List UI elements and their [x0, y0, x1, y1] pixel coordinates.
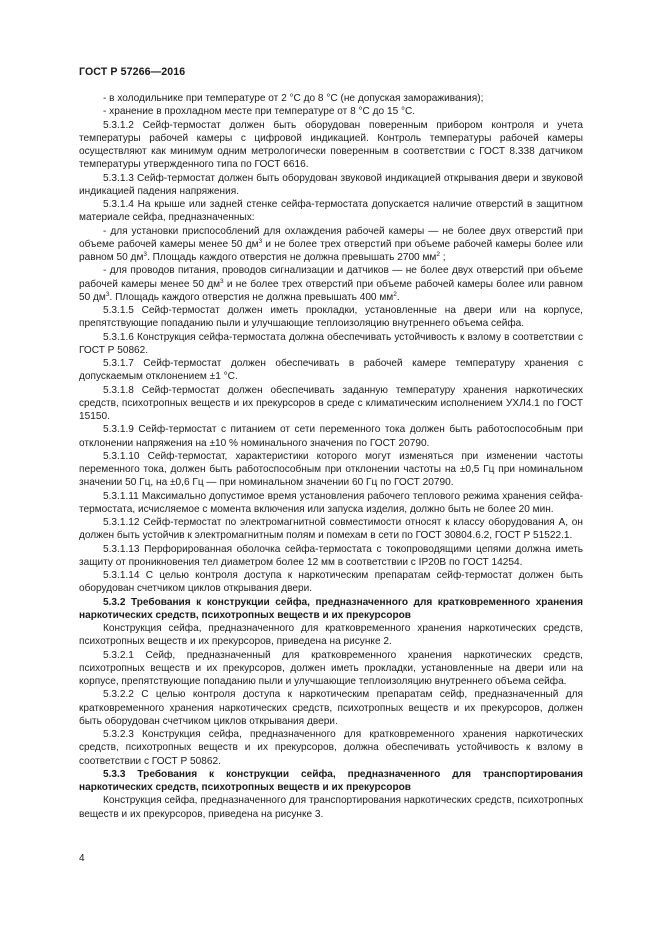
superscript: 3 — [143, 251, 148, 258]
paragraph: 5.3.1.11 Максимально допустимое время установления рабочего теплового режима хранения сейфа-термостата, исчисляемое с момента включения или запуска изделия, должно быть не более 20 мин. — [79, 490, 583, 515]
paragraph: Конструкция сейфа, предназначенного для кратковременного хранения наркотических средств, психотропных веществ и их прекурсоров, приведена на рисунке 2. — [79, 623, 583, 648]
superscript: 2 — [436, 251, 440, 258]
paragraph: 5.3.2.2 С целью контроля доступа к наркотическим препаратам сейф, предназначенный для кратковременного хранения наркотических средств, психотропных веществ и их прекурсоров, должен быть оборудован счетчиком циклов открывания двери. — [79, 689, 583, 727]
paragraph: 5.3.1.4 На крыше или задней стенке сейфа-термостата допускается наличие отверстий в защитном материале сейфа, предназначенных: — [79, 199, 583, 224]
text-run: и не более трех отверстий при объеме рабочей камеры более или равном 50 дм — [79, 278, 583, 303]
paragraph — [79, 225, 583, 265]
paragraph: 5.3.1.6 Конструкция сейфа-термостата должна обеспечивать устойчивость к взлому в соответствии с ГОСТ Р 50862. — [79, 331, 583, 356]
page-number: 4 — [79, 853, 85, 864]
superscript: 3 — [220, 277, 224, 285]
paragraph: 5.3.1.12 Сейф-термостат по электромагнитной совместимости относят к классу оборудования А, он должен быть устойчив к электромагнитным полям и помехам в сети по ГОСТ 30804.6.2, ГОСТ Р 51522.1. — [79, 517, 583, 542]
text-run: и не более трех отверстий при объеме рабочей камеры более или равном 50 дм — [79, 238, 583, 263]
paragraph: 5.3.1.10 Сейф-термостат, характеристики которого могут изменяться при изменении частоты переменного тока, должен быть работоспособным при отклонении частоты на ±0,5 Гц при номинальном значении 50 Гц, на ±0,6 Гц — при номинальном значении 60 Гц по ГОСТ 20790. — [79, 450, 583, 489]
superscript: 3 — [105, 290, 110, 298]
paragraph: 5.3.1.3 Сейф-термостат должен быть оборудован звуковой индикацией открывания двери и звуковой индикацией падения напряжения. — [79, 172, 583, 197]
paragraph: 5.3.2.1 Сейф, предназначенный для кратковременного хранения наркотических средств, психотропных веществ и их прекурсоров, должен иметь прокладки, установленные на двери или на корпусе, препятствующие попаданию пыли и улучшающие теплоизоляцию внутреннего объема сейфа. — [79, 649, 583, 687]
superscript: 3 — [258, 237, 263, 245]
superscript: 2 — [393, 290, 397, 298]
paragraph: - в холодильнике при температуре от 2 °С до 8 °С (не допуская замораживания); — [103, 93, 484, 104]
paragraph: 5.3.1.13 Перфорированная оболочка сейфа-термостата с токопроводящими цепями должна иметь защиту от проникновения тел диаметром более 12 мм в соответствии с IP20В по ГОСТ 14254. — [79, 543, 583, 568]
paragraph: 5.3.1.14 С целью контроля доступа к наркотическим препаратам сейф-термостат должен быть оборудован счетчиком циклов открывания двери. — [79, 570, 583, 595]
text-run: . Площадь каждого отверстия не должна превышать 2700 мм — [147, 252, 437, 263]
text-run: - для проводов питания, проводов сигнализации и датчиков — не более двух отверстий при объеме рабочей камеры менее 50 дм — [79, 265, 583, 290]
paragraph: - хранение в прохладном месте при температуре от 8 °С до 15 °С. — [103, 106, 416, 118]
page-body — [79, 92, 583, 821]
text-run: - для установки приспособлений для охлаждения рабочей камеры — не более двух отверстий при объеме рабочей камеры менее 50 дм — [79, 225, 583, 250]
page-header: ГОСТ Р 57266—2016 — [79, 66, 186, 78]
paragraph: 5.3.1.2 Сейф-термостат должен быть оборудован поверенным прибором контроля и учета температуры рабочей камеры с цифровой индикацией. Контроль температуры рабочей камеры осуществляют как минимум одним метрологически поверенным в соответствии с ГОСТ 8.338 датчиком температуры утвержденного типа по ГОСТ 6616. — [79, 119, 583, 171]
paragraph: 5.3.2.3 Конструкция сейфа, предназначенного для кратковременного хранения наркотических средств, психотропных веществ и их прекурсоров, должна обеспечивать устойчивость к взлому в соответствии с ГОСТ Р 50862. — [79, 729, 583, 767]
paragraph — [79, 264, 583, 304]
text-run: . — [396, 291, 400, 303]
text-run: . Площадь каждого отверстия не должна превышать 400 мм — [109, 291, 394, 303]
text-run: ; — [439, 252, 446, 263]
paragraph: Конструкция сейфа, предназначенного для транспортирования наркотических средств, психотропных веществ и их прекурсоров, приведена на рисунке 3. — [79, 795, 583, 820]
paragraph: 5.3.1.9 Сейф-термостат с питанием от сети переменного тока должен быть работоспособным при отклонении напряжения на ±10 % номинального значения по ГОСТ 20790. — [79, 424, 583, 449]
section-heading: 5.3.2 Требования к конструкции сейфа, предназначенного для кратковременного хранения наркотических средств, психотропных веществ и их прекурсоров — [79, 596, 583, 621]
paragraph: 5.3.1.7 Сейф-термостат должен обеспечивать в рабочей камере температуру хранения с допускаемым отклонением ±1 °С. — [79, 358, 583, 383]
section-heading: 5.3.3 Требования к конструкции сейфа, предназначенного для транспортирования наркотических средств, психотропных веществ и их прекурсоров — [79, 768, 583, 793]
paragraph: 5.3.1.8 Сейф-термостат должен обеспечивать заданную температуру хранения наркотических средств, психотропных веществ и их прекурсоров в среде с климатическим исполнением УХЛ4.1 по ГОСТ 15150. — [79, 384, 583, 422]
paragraph: 5.3.1.5 Сейф-термостат должен иметь прокладки, установленные на двери или на корпусе, препятствующие попаданию пыли и улучшающие теплоизоляцию внутреннего объема сейфа. — [79, 305, 583, 330]
